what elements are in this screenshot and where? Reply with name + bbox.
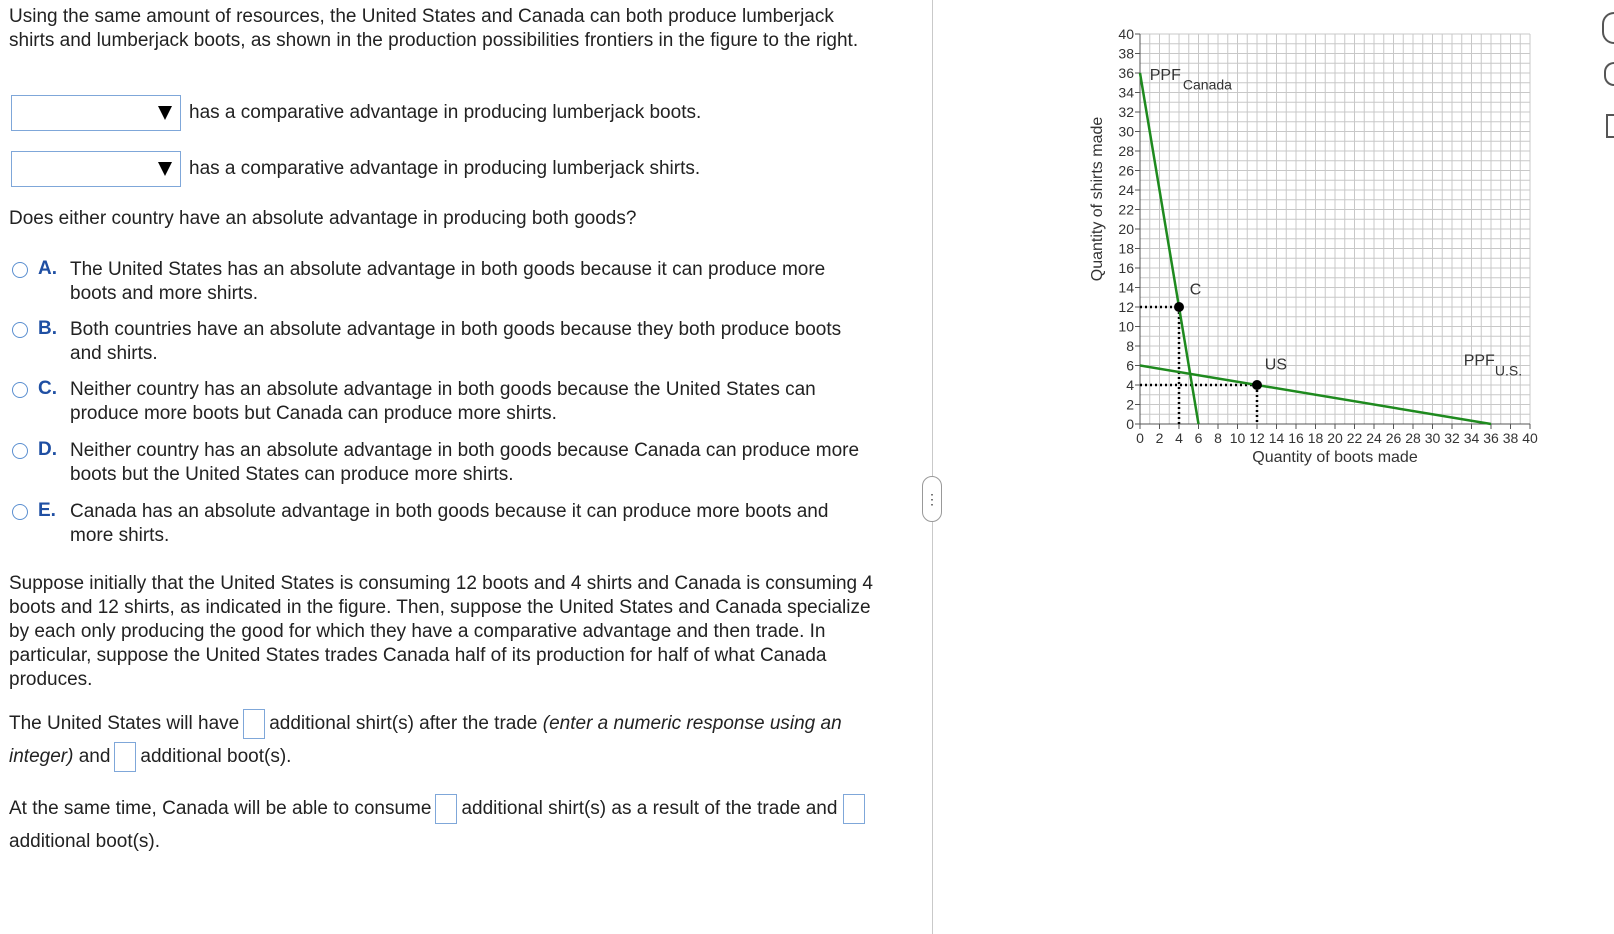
- us-fill-in: [9, 707, 879, 773]
- radio-button[interactable]: [12, 382, 28, 398]
- y-tick-label: 34: [1118, 84, 1134, 101]
- x-tick-label: 20: [1327, 430, 1343, 446]
- canada-fill-in: [9, 792, 879, 858]
- comparative-shirts-row: [11, 149, 700, 189]
- y-tick-label: 20: [1118, 221, 1134, 237]
- comparative-boots-dropdown[interactable]: [11, 95, 181, 131]
- x-tick-label: 34: [1463, 430, 1480, 446]
- x-tick-label: 2: [1155, 430, 1164, 446]
- panel-edge-icon[interactable]: [1606, 114, 1614, 138]
- radio-button[interactable]: [12, 443, 28, 459]
- option-e[interactable]: [12, 500, 860, 548]
- option-a[interactable]: [12, 258, 860, 306]
- comparative-shirts-dropdown[interactable]: [11, 151, 181, 187]
- y-tick-label: 18: [1118, 240, 1134, 257]
- option-c[interactable]: [12, 378, 860, 426]
- ppf-us-label: PPF: [1463, 352, 1495, 370]
- trade-scenario: Suppose initially that the United States is consuming 12 boots and 4 shirts and Canada is consuming 4 boots and 12 shirts, as indicated in the figure. Then, suppose the United States and Canada specialize by each only producing the good for which they have a comparative advantage and then trade. In particular, suppose the United States trades Canada half of its production for half of what Canada produces.: [9, 573, 873, 690]
- x-axis-title: Quantity of boots made: [1252, 449, 1418, 466]
- y-tick-label: 22: [1118, 201, 1134, 218]
- question-intro: Using the same amount of resources, the United States and Canada can both produce lumberjack shirts and lumberjack boots, as shown in the production possibilities frontiers in the figure to the right.: [9, 6, 859, 51]
- y-tick-label: 12: [1118, 299, 1134, 315]
- y-tick-label: 38: [1118, 45, 1134, 62]
- option-letter: A.: [38, 258, 57, 279]
- y-tick-label: 26: [1118, 162, 1134, 179]
- y-tick-label: 4: [1126, 377, 1134, 393]
- us-fill-text-4: additional boot(s).: [140, 746, 292, 767]
- x-tick-label: 6: [1194, 430, 1203, 446]
- y-tick-label: 36: [1118, 65, 1134, 81]
- x-tick-label: 0: [1136, 430, 1144, 446]
- y-tick-label: 32: [1118, 104, 1134, 120]
- absolute-advantage-question: Does either country have an absolute advantage in producing both goods?: [9, 208, 637, 229]
- y-tick-label: 24: [1118, 182, 1134, 198]
- x-tick-label: 8: [1214, 430, 1222, 446]
- us-fill-text-3: and: [78, 746, 111, 767]
- y-tick-label: 8: [1126, 338, 1134, 354]
- x-tick-label: 12: [1249, 430, 1265, 446]
- y-axis-title: Quantity of shirts made: [1089, 116, 1106, 282]
- resize-handle[interactable]: ⋮: [922, 476, 942, 522]
- x-tick-label: 38: [1502, 430, 1519, 446]
- panel-edge-icon[interactable]: [1602, 12, 1614, 44]
- ppf-canada-sublabel: Canada: [1182, 76, 1232, 93]
- y-tick-label: 10: [1118, 318, 1134, 335]
- y-tick-label: 40: [1118, 26, 1134, 42]
- us-fill-text-2: additional shirt(s) after the trade: [269, 713, 538, 734]
- option-text: Both countries have an absolute advantage in both goods because they both produce boots and shirts.: [70, 319, 842, 364]
- option-letter: E.: [38, 500, 56, 521]
- dropdown-arrow-icon[interactable]: [154, 156, 176, 182]
- option-d[interactable]: [12, 439, 860, 487]
- dropdown-arrow-icon[interactable]: [154, 100, 176, 126]
- canada-shirts-input[interactable]: [435, 794, 457, 824]
- canada-boots-input[interactable]: [843, 794, 865, 824]
- x-tick-label: 4: [1175, 430, 1183, 446]
- option-text: Neither country has an absolute advantage in both goods because the United States can produce more boots but Canada can produce more shirts.: [70, 379, 816, 424]
- y-tick-label: 30: [1118, 123, 1134, 140]
- y-tick-label: 16: [1118, 260, 1134, 276]
- canada-fill-text-3: additional boot(s).: [9, 831, 161, 852]
- radio-button[interactable]: [12, 322, 28, 338]
- canada-consumption-point: [1174, 302, 1184, 312]
- x-tick-label: 22: [1346, 430, 1363, 446]
- option-text: The United States has an absolute advantage in both goods because it can produce more boots and more shirts.: [70, 259, 826, 304]
- ppf-us-sublabel: U.S.: [1494, 362, 1523, 379]
- x-tick-label: 26: [1385, 430, 1402, 446]
- x-tick-label: 30: [1424, 430, 1441, 446]
- option-letter: C.: [38, 378, 57, 399]
- x-tick-label: 40: [1522, 430, 1538, 446]
- option-letter: D.: [38, 439, 57, 460]
- y-tick-label: 14: [1118, 279, 1134, 296]
- comparative-shirts-label: has a comparative advantage in producing lumberjack shirts.: [189, 158, 701, 179]
- x-tick-label: 18: [1307, 430, 1324, 446]
- us-shirts-input[interactable]: [243, 709, 265, 739]
- x-tick-label: 10: [1229, 430, 1246, 446]
- comparative-boots-label: has a comparative advantage in producing lumberjack boots.: [189, 102, 702, 123]
- y-tick-label: 2: [1126, 396, 1134, 413]
- option-text: Neither country has an absolute advantage in both goods because Canada can produce more boots but the United States can produce more shirts.: [70, 440, 860, 485]
- x-tick-label: 16: [1288, 430, 1304, 446]
- x-tick-label: 36: [1483, 430, 1499, 446]
- y-tick-label: 28: [1118, 143, 1134, 159]
- x-tick-label: 14: [1268, 430, 1285, 446]
- panel-edge-icon[interactable]: [1604, 62, 1614, 86]
- point-label-us: US: [1264, 356, 1288, 374]
- canada-fill-text-1: At the same time, Canada will be able to consume: [9, 798, 432, 819]
- option-b[interactable]: [12, 318, 860, 366]
- x-tick-label: 24: [1366, 430, 1382, 446]
- ppf-canada-label: PPF: [1149, 66, 1181, 84]
- panel-divider: [932, 0, 933, 934]
- radio-button[interactable]: [12, 262, 28, 278]
- comparative-boots-row: [11, 93, 701, 133]
- us-fill-text-1: The United States will have: [9, 713, 240, 734]
- option-text: Canada has an absolute advantage in both goods because it can produce more boots and more shirts.: [70, 501, 829, 546]
- us-consumption-point: [1252, 380, 1262, 390]
- radio-button[interactable]: [12, 504, 28, 520]
- y-tick-label: 0: [1126, 416, 1134, 432]
- x-tick-label: 28: [1405, 430, 1421, 446]
- us-boots-input[interactable]: [114, 742, 136, 772]
- canada-fill-text-2: additional shirt(s) as a result of the trade and: [461, 798, 838, 819]
- point-label-c: C: [1189, 281, 1202, 299]
- numeric-hint: (enter a numeric response using an integer): [9, 713, 842, 767]
- x-tick-label: 32: [1444, 430, 1460, 446]
- option-letter: B.: [38, 318, 57, 339]
- y-tick-label: 6: [1126, 357, 1134, 374]
- ppf-chart[interactable]: [1089, 22, 1598, 492]
